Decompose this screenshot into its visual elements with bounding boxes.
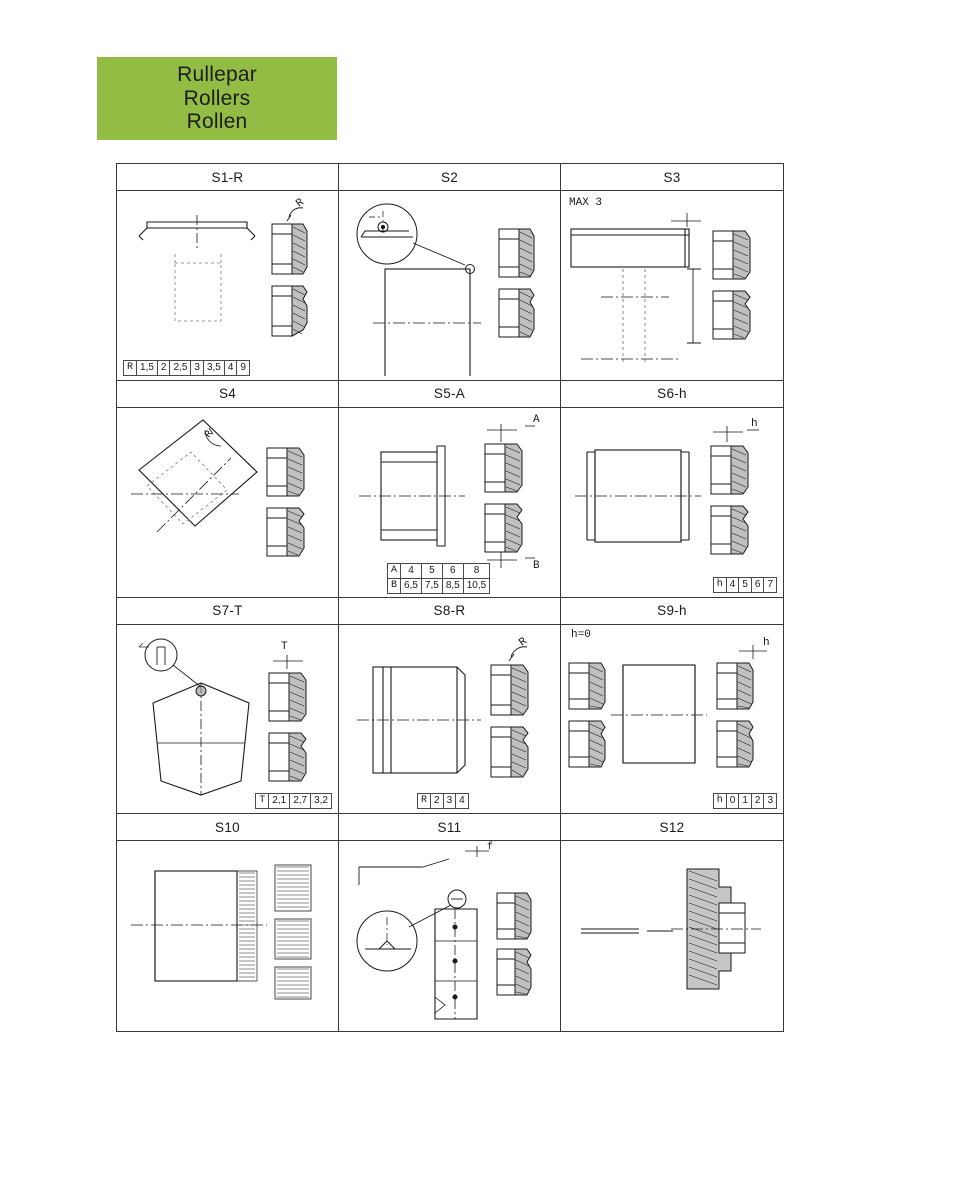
drawing-s9-h	[561, 625, 783, 810]
dim-value: 8	[463, 563, 489, 578]
drawing-s8-r	[339, 625, 560, 810]
annotation-h-s6: h	[751, 417, 758, 430]
dim-value: 5	[421, 563, 442, 578]
cell-drawing-s8-r	[339, 625, 560, 814]
dim-value: 4	[456, 794, 469, 809]
dim-table-s8-r	[417, 793, 469, 809]
annotation-r-s1: R	[294, 196, 307, 211]
dim-value: 3	[443, 794, 456, 809]
dim-value: 0	[726, 794, 739, 809]
dim-value: 4	[401, 563, 422, 578]
dim-value: 1,5	[137, 360, 158, 375]
cell-header-s4: S4	[117, 381, 338, 408]
dim-value: 6,5	[401, 578, 422, 593]
title-line-en: Rollers	[183, 86, 251, 110]
catalog-cell-s5-a	[339, 381, 561, 598]
annotation-a-s5: A	[533, 413, 540, 426]
catalog-cell-s11	[339, 814, 561, 1031]
cell-header-s10: S10	[117, 814, 338, 841]
drawing-s11	[339, 841, 560, 1026]
title-line-no: Rullepar	[177, 63, 257, 87]
catalog-cell-s3	[561, 164, 783, 381]
drawing-s3	[561, 191, 783, 376]
dim-value: 1	[739, 794, 752, 809]
dim-value: 2	[751, 794, 764, 809]
cell-drawing-s6-h	[561, 408, 783, 597]
cell-header-s9-h: S9-h	[561, 598, 783, 625]
title-line-de: Rollen	[186, 110, 248, 134]
catalog-cell-s7-t	[117, 598, 339, 815]
annotation-max-3: MAX 3	[569, 197, 603, 209]
dim-value: 3,5	[203, 360, 224, 375]
dim-value: 4	[224, 360, 237, 375]
dim-table-s7-t	[255, 793, 332, 809]
annotation-b-s5: B	[533, 559, 540, 572]
dim-value: 6	[442, 563, 463, 578]
catalog-cell-s2	[339, 164, 561, 381]
catalog-cell-s1-r	[117, 164, 339, 381]
dim-value: 2,7	[290, 794, 311, 809]
table-row	[713, 577, 776, 592]
dim-value: 3	[191, 360, 204, 375]
dim-value: 8,5	[442, 578, 463, 593]
dim-table-s9-h	[713, 793, 777, 809]
cell-header-s6-h: S6-h	[561, 381, 783, 408]
dim-value: 3,2	[311, 794, 332, 809]
cell-header-s1-r: S1-R	[117, 164, 338, 191]
cell-drawing-s2	[339, 191, 560, 380]
dim-value: 5	[739, 577, 752, 592]
dim-value: 4	[726, 577, 739, 592]
dim-value: 7	[764, 577, 777, 592]
title-block	[97, 57, 337, 140]
drawing-s6-h	[561, 408, 783, 593]
catalog-cell-s4	[117, 381, 339, 598]
annotation-r-s8: R	[517, 635, 530, 649]
dim-label: R	[418, 794, 431, 809]
dim-value: 6	[751, 577, 764, 592]
table-row	[418, 794, 469, 809]
cell-header-s5-a: S5-A	[339, 381, 560, 408]
cell-header-s11: S11	[339, 814, 560, 841]
drawing-s10	[117, 841, 338, 1026]
cell-header-s12: S12	[561, 814, 783, 841]
dim-value: 9	[237, 360, 250, 375]
annotation-f-s11: f	[487, 842, 494, 854]
dim-table-s5-a	[387, 563, 490, 594]
dim-table-s1-r	[123, 360, 250, 376]
dim-value: 10,5	[463, 578, 489, 593]
table-row	[388, 563, 490, 578]
annotation-r-s4: R	[203, 428, 216, 441]
table-row	[713, 794, 776, 809]
cell-drawing-s1-r	[117, 191, 338, 380]
cell-drawing-s12	[561, 841, 783, 1031]
cell-drawing-s7-t	[117, 625, 338, 814]
catalog-cell-s12	[561, 814, 783, 1031]
cell-header-s3: S3	[561, 164, 783, 191]
table-row	[124, 360, 250, 375]
drawing-s4	[117, 408, 338, 593]
drawing-s12	[561, 841, 783, 1026]
dim-value: 2	[157, 360, 170, 375]
dim-label: h	[713, 794, 726, 809]
drawing-s2	[339, 191, 560, 376]
catalog-cell-s6-h	[561, 381, 783, 598]
cell-header-s7-t: S7-T	[117, 598, 338, 625]
cell-drawing-s11	[339, 841, 560, 1031]
cell-header-s2: S2	[339, 164, 560, 191]
cell-drawing-s10	[117, 841, 338, 1031]
cell-header-s8-r: S8-R	[339, 598, 560, 625]
dim-label: T	[256, 794, 269, 809]
dim-value: 3	[764, 794, 777, 809]
table-row	[388, 578, 490, 593]
dim-table-s6-h	[713, 577, 777, 593]
dim-value: 2	[431, 794, 444, 809]
cell-drawing-s4	[117, 408, 338, 597]
dim-label: A	[388, 563, 401, 578]
dim-label: h	[713, 577, 726, 592]
catalog-cell-s8-r	[339, 598, 561, 815]
table-row	[256, 794, 332, 809]
annotation-h-zero-s9: h=0	[571, 628, 591, 641]
drawing-s7-t	[117, 625, 338, 810]
dim-label: B	[388, 578, 401, 593]
roller-catalog-table	[116, 163, 784, 1032]
cell-drawing-s5-a	[339, 408, 560, 597]
dim-label: R	[124, 360, 137, 375]
catalog-cell-s9-h	[561, 598, 783, 815]
catalog-cell-s10	[117, 814, 339, 1031]
dim-value: 2,1	[269, 794, 290, 809]
dim-value: 7,5	[421, 578, 442, 593]
drawing-s1-r	[117, 191, 338, 376]
annotation-t-s7: T	[281, 640, 288, 653]
annotation-h-s9: h	[763, 636, 770, 649]
cell-drawing-s3	[561, 191, 783, 380]
cell-drawing-s9-h	[561, 625, 783, 814]
dim-value: 2,5	[170, 360, 191, 375]
